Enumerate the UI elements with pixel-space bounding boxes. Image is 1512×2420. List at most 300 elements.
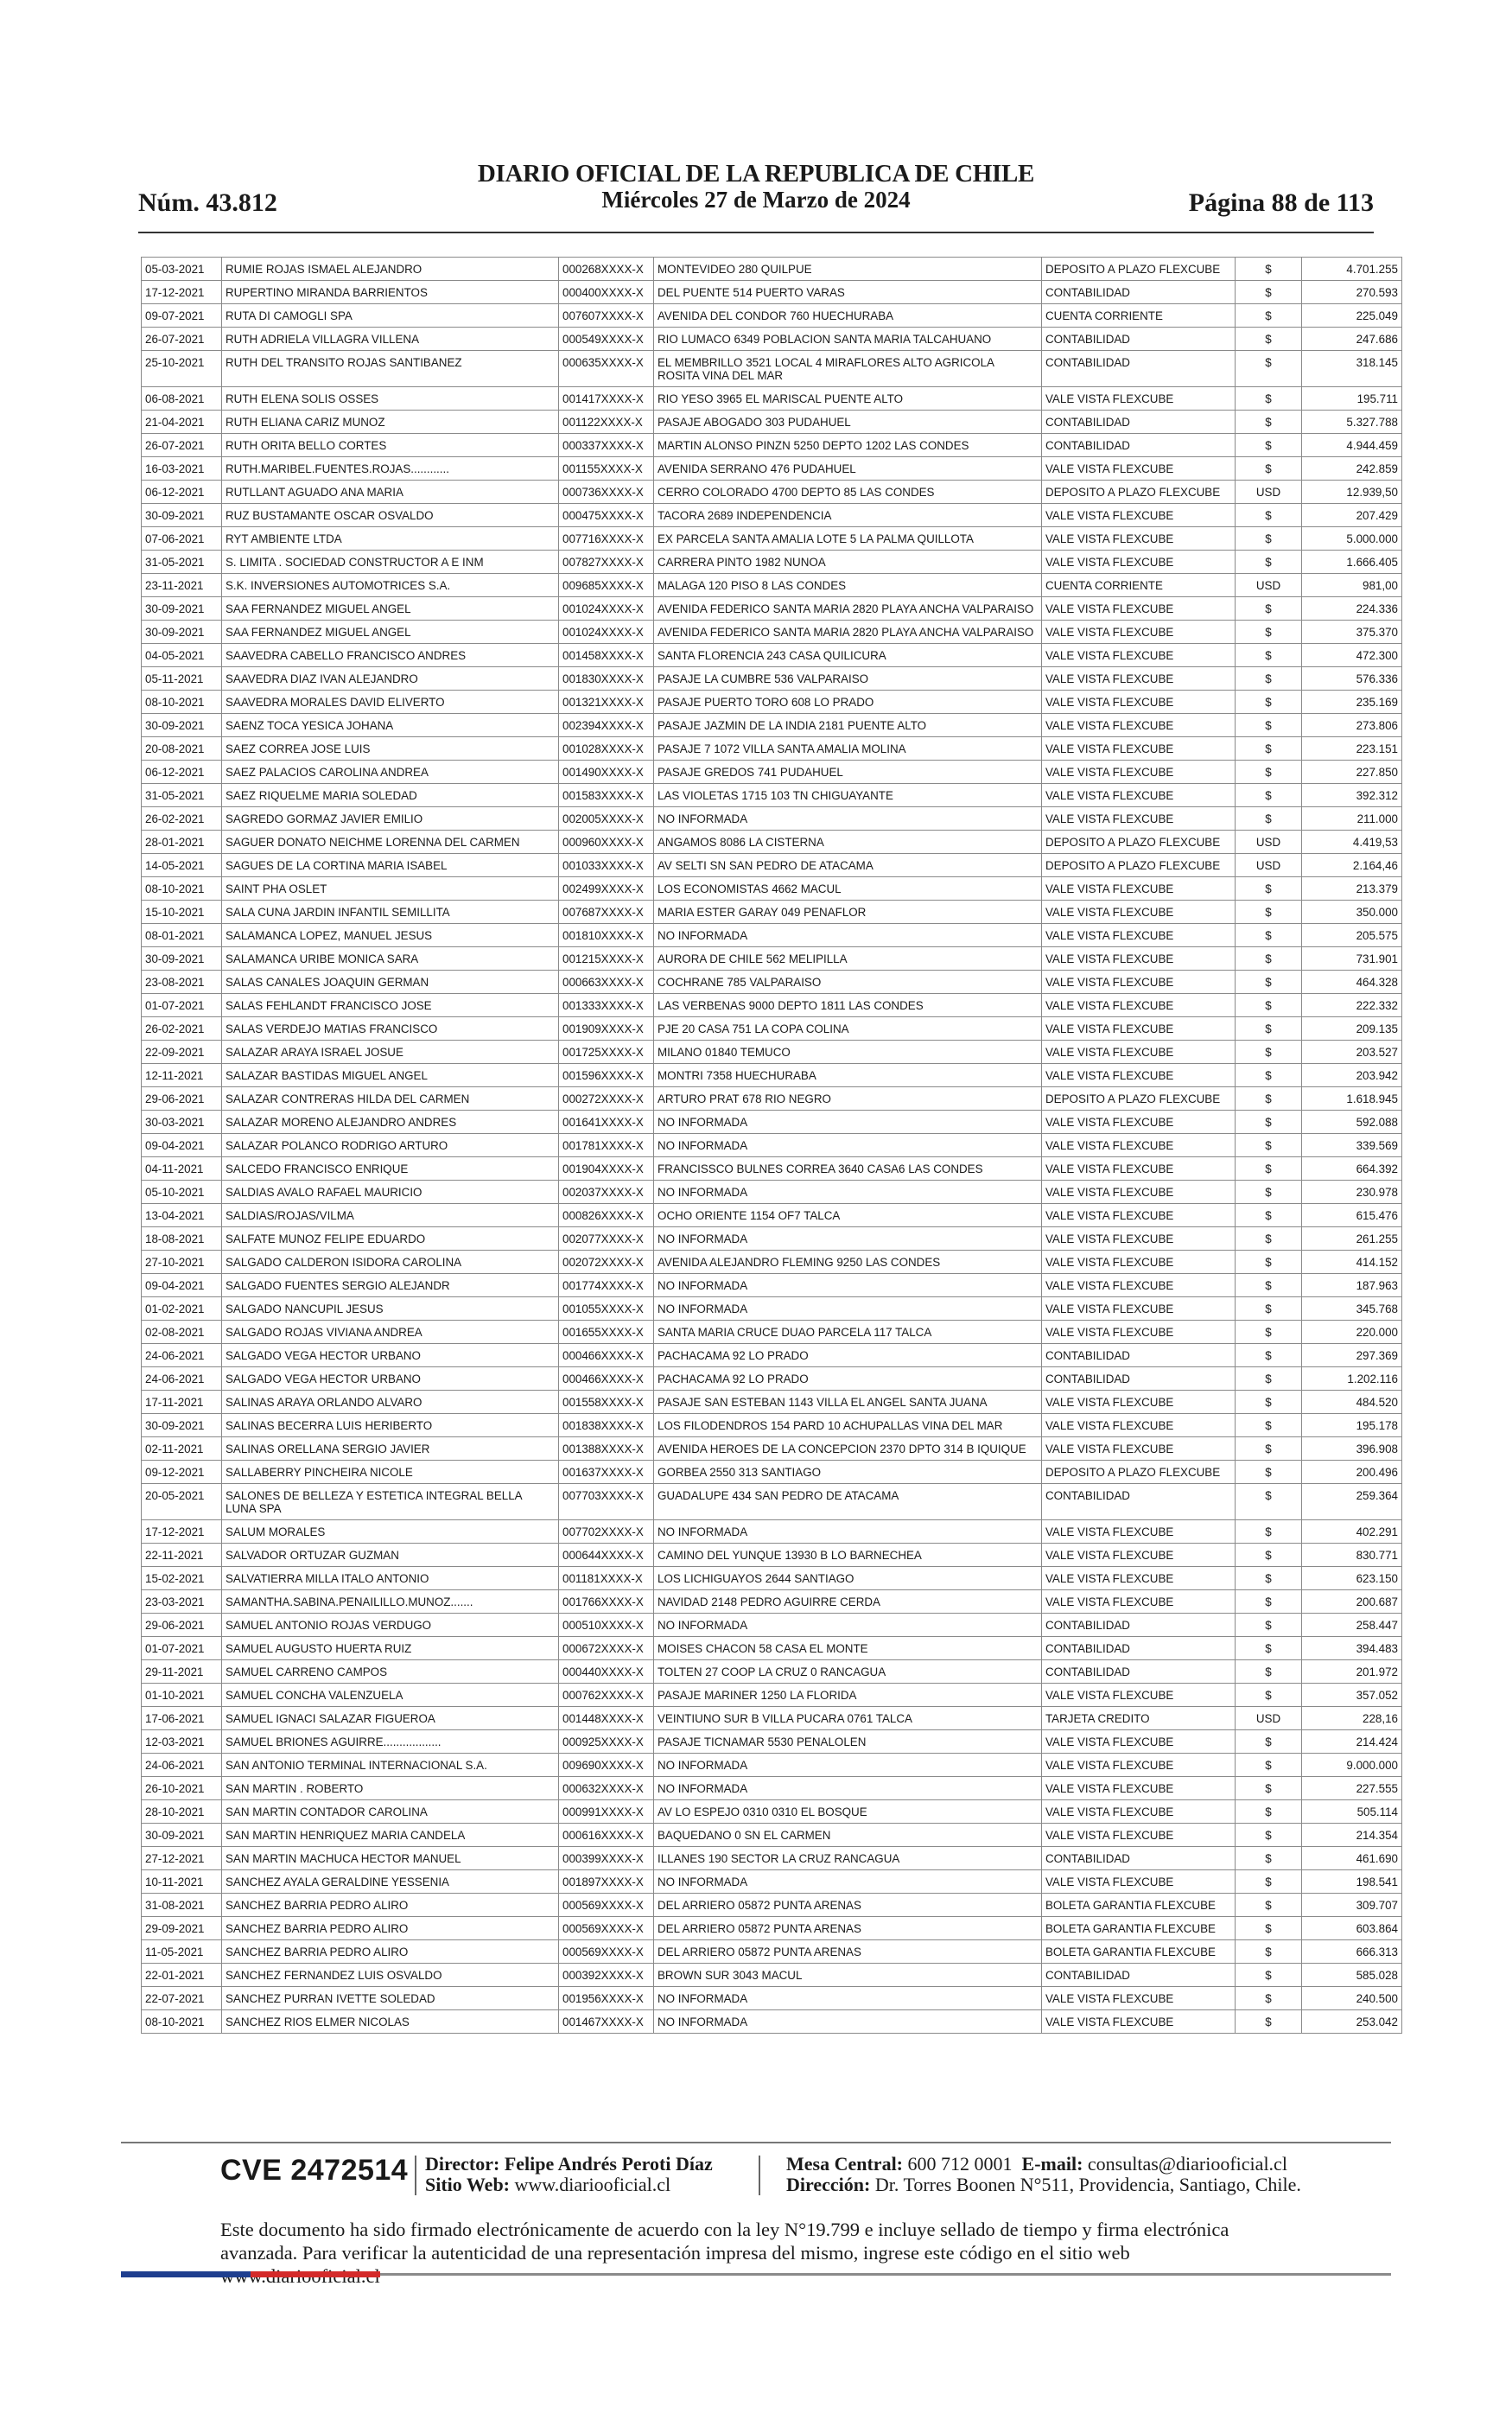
product-cell: VALE VISTA FLEXCUBE (1042, 1391, 1236, 1414)
currency-cell: $ (1236, 328, 1302, 351)
product-cell: VALE VISTA FLEXCUBE (1042, 784, 1236, 807)
web-label: Sitio Web: (425, 2174, 511, 2195)
date-cell: 22-09-2021 (142, 1041, 222, 1064)
footer-director-block (425, 2154, 713, 2195)
date-cell: 08-10-2021 (142, 691, 222, 714)
amount-cell: 603.864 (1302, 1917, 1402, 1940)
product-cell: DEPOSITO A PLAZO FLEXCUBE (1042, 831, 1236, 854)
date-cell: 13-04-2021 (142, 1204, 222, 1227)
currency-cell: $ (1236, 1017, 1302, 1041)
name-cell: SAMUEL BRIONES AGUIRRE.................. (222, 1730, 559, 1754)
amount-cell: 576.336 (1302, 667, 1402, 691)
address-cell: LAS VIOLETAS 1715 103 TN CHIGUAYANTE (654, 784, 1042, 807)
rut-cell: 001558XXXX-X (559, 1391, 654, 1414)
product-cell: VALE VISTA FLEXCUBE (1042, 1181, 1236, 1204)
currency-cell: $ (1236, 1917, 1302, 1940)
name-cell: SALAZAR ARAYA ISRAEL JOSUE (222, 1041, 559, 1064)
currency-cell: $ (1236, 1637, 1302, 1660)
amount-cell: 203.527 (1302, 1041, 1402, 1064)
name-cell: SALAMANCA URIBE MONICA SARA (222, 947, 559, 971)
product-cell: VALE VISTA FLEXCUBE (1042, 994, 1236, 1017)
address-cell: MARIA ESTER GARAY 049 PENAFLOR (654, 901, 1042, 924)
product-cell: VALE VISTA FLEXCUBE (1042, 1567, 1236, 1590)
rut-cell: 002005XXXX-X (559, 807, 654, 831)
table-row (142, 1157, 1402, 1181)
table-row (142, 667, 1402, 691)
rut-cell: 009690XXXX-X (559, 1754, 654, 1777)
address-cell: GUADALUPE 434 SAN PEDRO DE ATACAMA (654, 1484, 1042, 1520)
currency-cell: $ (1236, 1414, 1302, 1437)
footer-divider (121, 2142, 1391, 2143)
currency-cell: $ (1236, 784, 1302, 807)
name-cell: SALDIAS AVALO RAFAEL MAURICIO (222, 1181, 559, 1204)
address-cell: PJE 20 CASA 751 LA COPA COLINA (654, 1017, 1042, 1041)
amount-cell: 394.483 (1302, 1637, 1402, 1660)
product-cell: CUENTA CORRIENTE (1042, 574, 1236, 597)
table-row (142, 1800, 1402, 1824)
product-cell: VALE VISTA FLEXCUBE (1042, 947, 1236, 971)
address-cell: ILLANES 190 SECTOR LA CRUZ RANCAGUA (654, 1847, 1042, 1870)
rut-cell: 000762XXXX-X (559, 1684, 654, 1707)
web-link[interactable]: www.diariooficial.cl (514, 2174, 671, 2195)
address-cell: MARTIN ALONSO PINZN 5250 DEPTO 1202 LAS CONDES (654, 434, 1042, 457)
amount-cell: 505.114 (1302, 1800, 1402, 1824)
date-cell: 25-10-2021 (142, 351, 222, 387)
product-cell: VALE VISTA FLEXCUBE (1042, 504, 1236, 527)
rut-cell: 001321XXXX-X (559, 691, 654, 714)
currency-cell: USD (1236, 854, 1302, 877)
product-cell: CONTABILIDAD (1042, 351, 1236, 387)
name-cell: RUTH ELIANA CARIZ MUNOZ (222, 411, 559, 434)
product-cell: VALE VISTA FLEXCUBE (1042, 1134, 1236, 1157)
date-cell: 05-03-2021 (142, 258, 222, 281)
date-cell: 30-09-2021 (142, 504, 222, 527)
date-cell: 23-11-2021 (142, 574, 222, 597)
rut-cell: 001024XXXX-X (559, 597, 654, 621)
table-row (142, 691, 1402, 714)
date-cell: 26-02-2021 (142, 807, 222, 831)
address-cell: DEL ARRIERO 05872 PUNTA ARENAS (654, 1894, 1042, 1917)
table-row (142, 258, 1402, 281)
product-cell: VALE VISTA FLEXCUBE (1042, 1111, 1236, 1134)
date-cell: 28-10-2021 (142, 1800, 222, 1824)
table-row (142, 1870, 1402, 1894)
date-cell: 01-07-2021 (142, 994, 222, 1017)
rut-cell: 001725XXXX-X (559, 1041, 654, 1064)
date-cell: 27-12-2021 (142, 1847, 222, 1870)
amount-cell: 2.164,46 (1302, 854, 1402, 877)
rut-cell: 007702XXXX-X (559, 1520, 654, 1544)
amount-cell: 666.313 (1302, 1940, 1402, 1964)
product-cell: VALE VISTA FLEXCUBE (1042, 457, 1236, 481)
product-cell: VALE VISTA FLEXCUBE (1042, 1017, 1236, 1041)
currency-cell: $ (1236, 1567, 1302, 1590)
address-cell: PASAJE 7 1072 VILLA SANTA AMALIA MOLINA (654, 737, 1042, 761)
product-cell: DEPOSITO A PLAZO FLEXCUBE (1042, 854, 1236, 877)
currency-cell: $ (1236, 1204, 1302, 1227)
name-cell: SAGUER DONATO NEICHME LORENNA DEL CARMEN (222, 831, 559, 854)
name-cell: RUTLLANT AGUADO ANA MARIA (222, 481, 559, 504)
currency-cell: $ (1236, 1590, 1302, 1614)
product-cell: VALE VISTA FLEXCUBE (1042, 597, 1236, 621)
rut-cell: 001388XXXX-X (559, 1437, 654, 1461)
address-cell: NO INFORMADA (654, 1870, 1042, 1894)
table-row (142, 1614, 1402, 1637)
name-cell: SAENZ TOCA YESICA JOHANA (222, 714, 559, 737)
rut-cell: 000991XXXX-X (559, 1800, 654, 1824)
name-cell: SAGUES DE LA CORTINA MARIA ISABEL (222, 854, 559, 877)
table-row (142, 434, 1402, 457)
name-cell: SAN MARTIN CONTADOR CAROLINA (222, 1800, 559, 1824)
name-cell: SALGADO FUENTES SERGIO ALEJANDR (222, 1274, 559, 1297)
rut-cell: 000399XXXX-X (559, 1847, 654, 1870)
amount-cell: 981,00 (1302, 574, 1402, 597)
amount-cell: 484.520 (1302, 1391, 1402, 1414)
date-cell: 30-09-2021 (142, 1414, 222, 1437)
name-cell: SALCEDO FRANCISCO ENRIQUE (222, 1157, 559, 1181)
name-cell: SALINAS BECERRA LUIS HERIBERTO (222, 1414, 559, 1437)
rut-cell: 001956XXXX-X (559, 1987, 654, 2010)
date-cell: 30-09-2021 (142, 621, 222, 644)
currency-cell: $ (1236, 1344, 1302, 1367)
address-cell: DEL ARRIERO 05872 PUNTA ARENAS (654, 1940, 1042, 1964)
date-cell: 26-07-2021 (142, 434, 222, 457)
central-phone: 600 712 0001 (907, 2153, 1013, 2175)
product-cell: VALE VISTA FLEXCUBE (1042, 1157, 1236, 1181)
address-cell: NO INFORMADA (654, 1614, 1042, 1637)
name-cell: SALGADO ROJAS VIVIANA ANDREA (222, 1321, 559, 1344)
page-number: Página 88 de 113 (1188, 188, 1374, 217)
name-cell: SAN MARTIN HENRIQUEZ MARIA CANDELA (222, 1824, 559, 1847)
date-cell: 23-08-2021 (142, 971, 222, 994)
address-cell: PASAJE ABOGADO 303 PUDAHUEL (654, 411, 1042, 434)
amount-cell: 396.908 (1302, 1437, 1402, 1461)
table-row (142, 761, 1402, 784)
rut-cell: 000549XXXX-X (559, 328, 654, 351)
flag-blue-bar (121, 2271, 251, 2277)
address-cell: PACHACAMA 92 LO PRADO (654, 1367, 1042, 1391)
product-cell: VALE VISTA FLEXCUBE (1042, 1297, 1236, 1321)
amount-cell: 5.327.788 (1302, 411, 1402, 434)
rut-cell: 000466XXXX-X (559, 1367, 654, 1391)
table-row (142, 1917, 1402, 1940)
name-cell: SALINAS ARAYA ORLANDO ALVARO (222, 1391, 559, 1414)
table-row (142, 1847, 1402, 1870)
rut-cell: 001028XXXX-X (559, 737, 654, 761)
currency-cell: USD (1236, 481, 1302, 504)
address-cell: NO INFORMADA (654, 1297, 1042, 1321)
rut-cell: 001655XXXX-X (559, 1321, 654, 1344)
rut-cell: 007687XXXX-X (559, 901, 654, 924)
table-row (142, 328, 1402, 351)
address-cell: CERRO COLORADO 4700 DEPTO 85 LAS CONDES (654, 481, 1042, 504)
currency-cell: $ (1236, 761, 1302, 784)
rut-cell: 001909XXXX-X (559, 1017, 654, 1041)
product-cell: CONTABILIDAD (1042, 411, 1236, 434)
table-row (142, 457, 1402, 481)
amount-cell: 731.901 (1302, 947, 1402, 971)
product-cell: VALE VISTA FLEXCUBE (1042, 1777, 1236, 1800)
issue-number: Núm. 43.812 (138, 188, 277, 217)
product-cell: VALE VISTA FLEXCUBE (1042, 1204, 1236, 1227)
date-cell: 18-08-2021 (142, 1227, 222, 1251)
address-cell: DEL ARRIERO 05872 PUNTA ARENAS (654, 1917, 1042, 1940)
address-cell: NO INFORMADA (654, 1987, 1042, 2010)
date-cell: 02-11-2021 (142, 1437, 222, 1461)
address-cell: SANTA FLORENCIA 243 CASA QUILICURA (654, 644, 1042, 667)
amount-cell: 5.000.000 (1302, 527, 1402, 551)
product-cell: VALE VISTA FLEXCUBE (1042, 1437, 1236, 1461)
name-cell: SALGADO CALDERON ISIDORA CAROLINA (222, 1251, 559, 1274)
amount-cell: 345.768 (1302, 1297, 1402, 1321)
currency-cell: $ (1236, 1824, 1302, 1847)
address-value: Dr. Torres Boonen N°511, Providencia, Santiago, Chile. (874, 2174, 1301, 2195)
table-row (142, 1520, 1402, 1544)
table-row (142, 1707, 1402, 1730)
product-cell: VALE VISTA FLEXCUBE (1042, 527, 1236, 551)
address-cell: AV SELTI SN SAN PEDRO DE ATACAMA (654, 854, 1042, 877)
date-cell: 26-10-2021 (142, 1777, 222, 1800)
rut-cell: 000663XXXX-X (559, 971, 654, 994)
address-cell: VEINTIUNO SUR B VILLA PUCARA 0761 TALCA (654, 1707, 1042, 1730)
product-cell: CONTABILIDAD (1042, 1344, 1236, 1367)
amount-cell: 227.850 (1302, 761, 1402, 784)
date-cell: 04-05-2021 (142, 644, 222, 667)
currency-cell: $ (1236, 1274, 1302, 1297)
product-cell: CONTABILIDAD (1042, 1367, 1236, 1391)
date-cell: 29-09-2021 (142, 1917, 222, 1940)
currency-cell: $ (1236, 434, 1302, 457)
amount-cell: 1.666.405 (1302, 551, 1402, 574)
amount-cell: 339.569 (1302, 1134, 1402, 1157)
address-cell: NO INFORMADA (654, 1274, 1042, 1297)
currency-cell: $ (1236, 1987, 1302, 2010)
date-cell: 06-12-2021 (142, 481, 222, 504)
date-cell: 31-08-2021 (142, 1894, 222, 1917)
rut-cell: 001458XXXX-X (559, 644, 654, 667)
name-cell: SALDIAS/ROJAS/VILMA (222, 1204, 559, 1227)
currency-cell: $ (1236, 1157, 1302, 1181)
product-cell: CONTABILIDAD (1042, 1660, 1236, 1684)
rut-cell: 001490XXXX-X (559, 761, 654, 784)
address-cell: PASAJE JAZMIN DE LA INDIA 2181 PUENTE ALTO (654, 714, 1042, 737)
currency-cell: $ (1236, 924, 1302, 947)
date-cell: 08-10-2021 (142, 2010, 222, 2034)
table-row (142, 1414, 1402, 1437)
address-cell: MONTEVIDEO 280 QUILPUE (654, 258, 1042, 281)
currency-cell: $ (1236, 1614, 1302, 1637)
name-cell: SALAZAR MORENO ALEJANDRO ANDRES (222, 1111, 559, 1134)
currency-cell: $ (1236, 1227, 1302, 1251)
address-cell: PACHACAMA 92 LO PRADO (654, 1344, 1042, 1367)
currency-cell: $ (1236, 1134, 1302, 1157)
name-cell: SALFATE MUNOZ FELIPE EDUARDO (222, 1227, 559, 1251)
product-cell: CUENTA CORRIENTE (1042, 304, 1236, 328)
address-cell: NAVIDAD 2148 PEDRO AGUIRRE CERDA (654, 1590, 1042, 1614)
name-cell: SALGADO VEGA HECTOR URBANO (222, 1344, 559, 1367)
table-row (142, 1227, 1402, 1251)
currency-cell: $ (1236, 457, 1302, 481)
page-header (138, 156, 1374, 225)
product-cell: CONTABILIDAD (1042, 1964, 1236, 1987)
currency-cell: $ (1236, 1684, 1302, 1707)
table-row (142, 2010, 1402, 2034)
table-row (142, 597, 1402, 621)
table-row (142, 1544, 1402, 1567)
table-row (142, 1274, 1402, 1297)
amount-cell: 414.152 (1302, 1251, 1402, 1274)
date-cell: 17-12-2021 (142, 281, 222, 304)
address-cell: AVENIDA DEL CONDOR 760 HUECHURABA (654, 304, 1042, 328)
address-cell: COCHRANE 785 VALPARAISO (654, 971, 1042, 994)
flag-stripe (121, 2271, 380, 2277)
date-cell: 08-01-2021 (142, 924, 222, 947)
currency-cell: $ (1236, 1777, 1302, 1800)
date-cell: 22-11-2021 (142, 1544, 222, 1567)
cve-code: CVE 2472514 (220, 2154, 409, 2187)
name-cell: RUTH ORITA BELLO CORTES (222, 434, 559, 457)
name-cell: SAMUEL ANTONIO ROJAS VERDUGO (222, 1614, 559, 1637)
flag-red-bar (251, 2271, 380, 2277)
currency-cell: $ (1236, 1870, 1302, 1894)
amount-cell: 273.806 (1302, 714, 1402, 737)
newspaper-title: DIARIO OFICIAL DE LA REPUBLICA DE CHILE (477, 160, 1035, 188)
amount-cell: 205.575 (1302, 924, 1402, 947)
name-cell: SALUM MORALES (222, 1520, 559, 1544)
amount-cell: 585.028 (1302, 1964, 1402, 1987)
date-cell: 06-12-2021 (142, 761, 222, 784)
product-cell: BOLETA GARANTIA FLEXCUBE (1042, 1940, 1236, 1964)
amount-cell: 464.328 (1302, 971, 1402, 994)
date-cell: 07-06-2021 (142, 527, 222, 551)
table-row (142, 1754, 1402, 1777)
date-cell: 08-10-2021 (142, 877, 222, 901)
table-row (142, 1894, 1402, 1917)
product-cell: VALE VISTA FLEXCUBE (1042, 1251, 1236, 1274)
amount-cell: 235.169 (1302, 691, 1402, 714)
product-cell: VALE VISTA FLEXCUBE (1042, 1064, 1236, 1087)
address-cell: EX PARCELA SANTA AMALIA LOTE 5 LA PALMA QUILLOTA (654, 527, 1042, 551)
name-cell: SANCHEZ BARRIA PEDRO ALIRO (222, 1917, 559, 1940)
table-row (142, 387, 1402, 411)
amount-cell: 225.049 (1302, 304, 1402, 328)
table-row (142, 1461, 1402, 1484)
currency-cell: $ (1236, 1297, 1302, 1321)
address-cell: NO INFORMADA (654, 1111, 1042, 1134)
address-cell: AVENIDA FEDERICO SANTA MARIA 2820 PLAYA ANCHA VALPARAISO (654, 597, 1042, 621)
table-row (142, 877, 1402, 901)
name-cell: S.K. INVERSIONES AUTOMOTRICES S.A. (222, 574, 559, 597)
name-cell: SANCHEZ PURRAN IVETTE SOLEDAD (222, 1987, 559, 2010)
product-cell: CONTABILIDAD (1042, 1847, 1236, 1870)
amount-cell: 4.419,53 (1302, 831, 1402, 854)
rut-cell: 000644XXXX-X (559, 1544, 654, 1567)
table-row (142, 551, 1402, 574)
table-row (142, 1251, 1402, 1274)
table-row (142, 854, 1402, 877)
product-cell: CONTABILIDAD (1042, 328, 1236, 351)
date-cell: 15-10-2021 (142, 901, 222, 924)
date-cell: 24-06-2021 (142, 1754, 222, 1777)
currency-cell: $ (1236, 1251, 1302, 1274)
table-row (142, 1087, 1402, 1111)
date-cell: 01-02-2021 (142, 1297, 222, 1321)
amount-cell: 375.370 (1302, 621, 1402, 644)
table-row (142, 1064, 1402, 1087)
date-cell: 17-12-2021 (142, 1520, 222, 1544)
table-row (142, 1297, 1402, 1321)
address-cell: NO INFORMADA (654, 1134, 1042, 1157)
product-cell: VALE VISTA FLEXCUBE (1042, 1800, 1236, 1824)
amount-cell: 357.052 (1302, 1684, 1402, 1707)
date-cell: 22-01-2021 (142, 1964, 222, 1987)
name-cell: SAMANTHA.SABINA.PENAILILLO.MUNOZ....... (222, 1590, 559, 1614)
name-cell: SALA CUNA JARDIN INFANTIL SEMILLITA (222, 901, 559, 924)
table-row (142, 1391, 1402, 1414)
product-cell: VALE VISTA FLEXCUBE (1042, 1227, 1236, 1251)
table-row (142, 1940, 1402, 1964)
currency-cell: $ (1236, 281, 1302, 304)
name-cell: SALAMANCA LOPEZ, MANUEL JESUS (222, 924, 559, 947)
currency-cell: $ (1236, 1321, 1302, 1344)
rut-cell: 001448XXXX-X (559, 1707, 654, 1730)
currency-cell: $ (1236, 1437, 1302, 1461)
date-cell: 04-11-2021 (142, 1157, 222, 1181)
rut-cell: 001830XXXX-X (559, 667, 654, 691)
amount-cell: 223.151 (1302, 737, 1402, 761)
name-cell: SAEZ RIQUELME MARIA SOLEDAD (222, 784, 559, 807)
address-cell: BAQUEDANO 0 SN EL CARMEN (654, 1824, 1042, 1847)
address-cell: NO INFORMADA (654, 1181, 1042, 1204)
name-cell: SALAZAR POLANCO RODRIGO ARTURO (222, 1134, 559, 1157)
amount-cell: 592.088 (1302, 1111, 1402, 1134)
address-cell: DEL PUENTE 514 PUERTO VARAS (654, 281, 1042, 304)
name-cell: SANCHEZ BARRIA PEDRO ALIRO (222, 1940, 559, 1964)
amount-cell: 1.202.116 (1302, 1367, 1402, 1391)
rut-cell: 000960XXXX-X (559, 831, 654, 854)
legal-line: avanzada. Para verificar la autenticidad de una representación impresa del mismo, ingrese este código en el sitio web (220, 2242, 1130, 2264)
rut-cell: 007607XXXX-X (559, 304, 654, 328)
date-cell: 09-12-2021 (142, 1461, 222, 1484)
amount-cell: 200.687 (1302, 1590, 1402, 1614)
amount-cell: 209.135 (1302, 1017, 1402, 1041)
address-cell: PASAJE TICNAMAR 5530 PENALOLEN (654, 1730, 1042, 1754)
rut-cell: 002499XXXX-X (559, 877, 654, 901)
date-cell: 30-09-2021 (142, 947, 222, 971)
rut-cell: 001333XXXX-X (559, 994, 654, 1017)
product-cell: DEPOSITO A PLAZO FLEXCUBE (1042, 1087, 1236, 1111)
email-link[interactable]: consultas@diariooficial.cl (1087, 2153, 1287, 2175)
amount-cell: 615.476 (1302, 1204, 1402, 1227)
amount-cell: 240.500 (1302, 1987, 1402, 2010)
name-cell: RUZ BUSTAMANTE OSCAR OSVALDO (222, 504, 559, 527)
date-cell: 09-04-2021 (142, 1134, 222, 1157)
table-row (142, 924, 1402, 947)
amount-cell: 214.354 (1302, 1824, 1402, 1847)
amount-cell: 198.541 (1302, 1870, 1402, 1894)
amount-cell: 258.447 (1302, 1614, 1402, 1637)
date-cell: 22-07-2021 (142, 1987, 222, 2010)
amount-cell: 203.942 (1302, 1064, 1402, 1087)
address-cell: MOISES CHACON 58 CASA EL MONTE (654, 1637, 1042, 1660)
table-row (142, 304, 1402, 328)
rut-cell: 001155XXXX-X (559, 457, 654, 481)
email-label: E-mail: (1021, 2153, 1083, 2175)
name-cell: SAMUEL IGNACI SALAZAR FIGUEROA (222, 1707, 559, 1730)
product-cell: VALE VISTA FLEXCUBE (1042, 1730, 1236, 1754)
rut-cell: 009685XXXX-X (559, 574, 654, 597)
address-cell: NO INFORMADA (654, 807, 1042, 831)
